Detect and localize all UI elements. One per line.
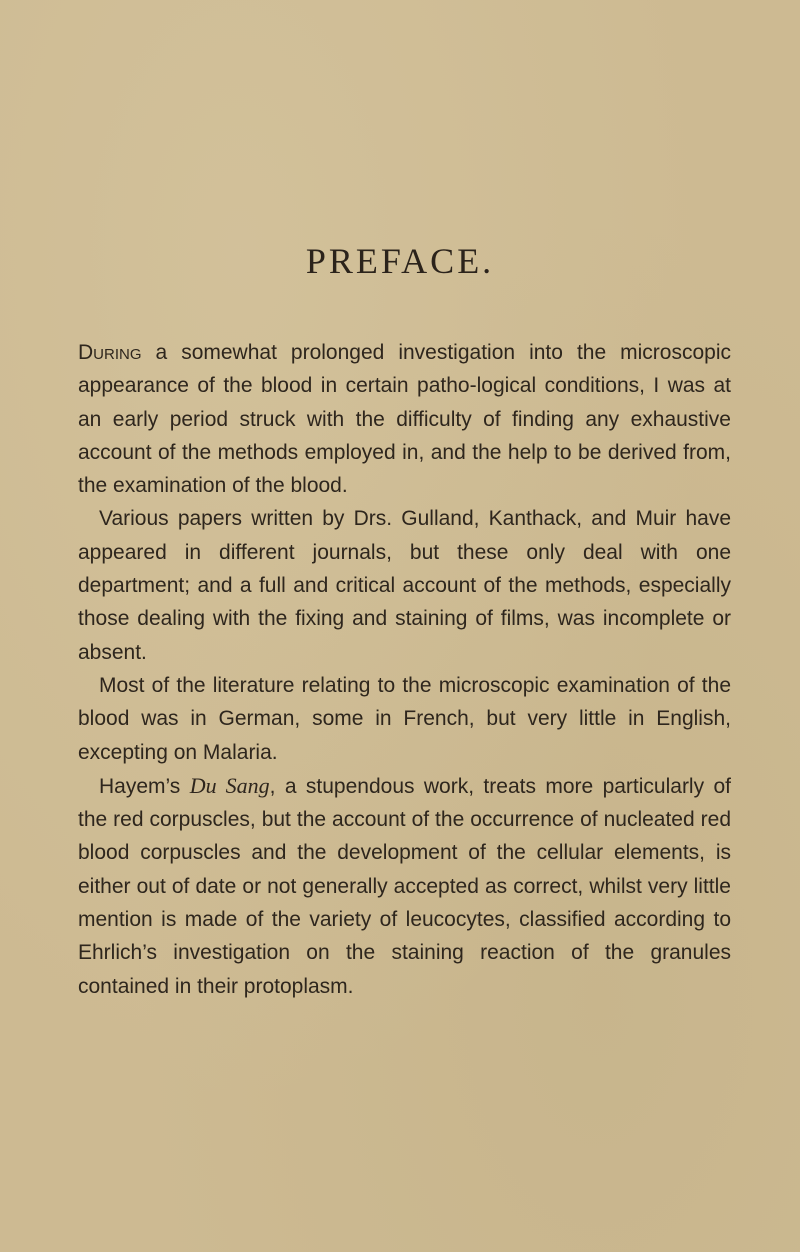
paragraph-1-lead: During [78,341,142,364]
paragraph-4-before: Hayem’s [99,774,190,798]
paragraph-1-text: a somewhat prolonged investigation into the microscopic appearance of the blood in certain patho-logical conditions, I was at an early period struck with the difficulty of finding any exhaustive account of the methods employed in, and the help to be derived from, the examination of the blood. [78,341,731,498]
page-title: PREFACE. [305,241,495,281]
paragraph-3: Most of the literature relating to the microscopic examination of the blood was in German, some in French, but very little in English, excepting on Malaria. [78,673,731,764]
book-title: Du Sang [189,772,270,798]
paragraph-4-after: , a stupendous work, treats more particularly of the red corpuscles, but the account of the occurrence of nucleated red blood corpuscles and the development of the cellular elements, is either out of date or not generally accepted as correct, whilst very little mention is made of the variety of leucocytes, classified according to Ehrlich’s investigation on the staining reaction of the granules contained in their protoplasm. [78,774,731,998]
paragraph-2: Various papers written by Drs. Gulland, Kanthack, and Muir have appeared in different journals, but these only deal with one department; and a full and critical account of the methods, especially those dealing with the fixing and staining of films, was incomplete or absent. [78,507,731,664]
preface-body [78,336,731,1003]
paragraph-1 [78,336,731,502]
paragraph-4 [78,769,731,1003]
